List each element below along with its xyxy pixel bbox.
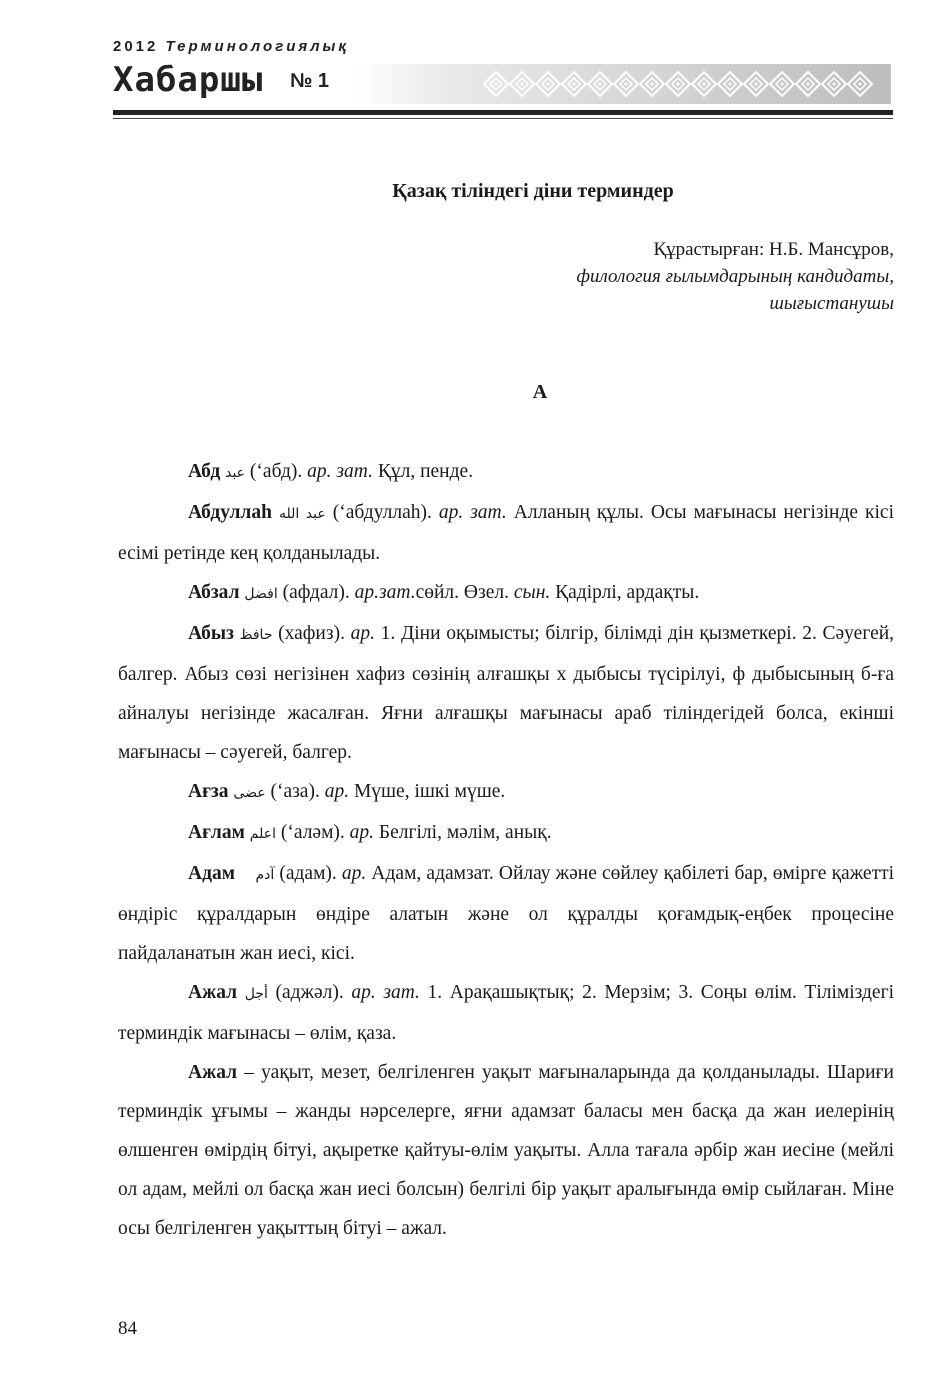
section-letter: А bbox=[532, 381, 548, 403]
header-title: Хабаршы bbox=[113, 60, 264, 100]
header-journal: Терминологиялық bbox=[165, 38, 349, 55]
entry-translit: (аджәл). bbox=[275, 982, 344, 1003]
entry-definition: 1. Діни оқымысты; білгір, білімді дін қызметкері. 2. Сәуегей, балгер. Абыз сөзі негізінен хафиз сөзінің алғашқы х дыбысы түсірілуі, ф дыбысының б-ға айналуы негізінде жасалған. Яғни алғашқы мағынасы араб тіліндегідей болса, екінші мағынасы – сәуегей, балгер. bbox=[118, 623, 895, 763]
entry-abbr: ар. bbox=[349, 822, 375, 843]
ornament-pattern bbox=[483, 68, 873, 100]
entry-definition: Алланың құлы. Осы мағынасы негізінде кісі есімі ретінде кең қолданылады. bbox=[118, 502, 895, 564]
author-name: Құрастырған: Н.Б. Мансұров, bbox=[653, 239, 894, 260]
entry-term: Абд bbox=[188, 461, 221, 482]
dictionary-entry bbox=[118, 973, 894, 1053]
dictionary-entry bbox=[118, 452, 894, 493]
entry-definition: Адам, адамзат. Ойлау және сөйлеу қабілеті бар, өмірге қажетті өндіріс құралдарын өндіре алатын және ол құралды қоғамдық-еңбек процесіне пайдаланатын жан иесі, кісі. bbox=[118, 863, 895, 964]
dictionary-entry bbox=[118, 854, 894, 973]
header-issue: № 1 bbox=[290, 70, 329, 92]
dictionary-entry bbox=[118, 573, 894, 614]
header-year-line bbox=[113, 38, 349, 55]
entry-definition: Құл, пенде. bbox=[377, 461, 474, 482]
entry-arabic: عبد bbox=[225, 465, 246, 481]
author-specialty: шығыстанушы bbox=[769, 293, 894, 314]
header-rule bbox=[113, 110, 893, 115]
entry-translit: (‘абдуллаһ). bbox=[332, 502, 432, 523]
entry-definition: сөйл. Өзел. bbox=[415, 582, 509, 603]
entry-abbr: ар. зат. bbox=[351, 982, 420, 1003]
page-number: 84 bbox=[118, 1318, 137, 1339]
entry-definition-secondary: Қадірлі, ардақты. bbox=[555, 582, 700, 603]
entry-arabic: عضى bbox=[233, 785, 266, 801]
entry-term: Абыз bbox=[188, 623, 234, 644]
entry-translit: (адам). bbox=[279, 863, 337, 884]
entry-abbr: ар. зат. bbox=[438, 502, 507, 523]
entry-translit: (‘аза). bbox=[270, 781, 320, 802]
header-rule-thin bbox=[113, 118, 893, 119]
dictionary-body bbox=[118, 452, 894, 1248]
entry-term: Адам bbox=[188, 863, 235, 884]
entry-translit: (хафиз). bbox=[278, 623, 345, 644]
header-year: 2012 bbox=[113, 38, 159, 55]
entry-term: Абзал bbox=[188, 582, 240, 603]
dictionary-entry bbox=[118, 772, 894, 813]
entry-abbr: ар. bbox=[341, 863, 367, 884]
entry-term: Абдуллаһ bbox=[188, 502, 272, 523]
entry-arabic: افضل bbox=[244, 586, 278, 602]
entry-abbr-secondary: сын. bbox=[513, 582, 551, 603]
author-block bbox=[577, 236, 894, 317]
entry-definition: 1. Арақашықтық; 2. Мерзім; 3. Соңы өлім. Тіліміздегі терминдік мағынасы – өлім, қаза. bbox=[118, 982, 894, 1044]
entry-abbr: ар. bbox=[324, 781, 350, 802]
entry-translit: (афдал). bbox=[282, 582, 350, 603]
entry-abbr: ар. зат. bbox=[307, 461, 373, 482]
entry-arabic: اعلم bbox=[249, 826, 276, 842]
author-degree: филология ғылымдарының кандидаты, bbox=[576, 266, 894, 287]
entry-term: Ағлам bbox=[188, 822, 245, 843]
entry-definition: Белгілі, мәлім, анық. bbox=[378, 822, 552, 843]
dictionary-entry bbox=[118, 813, 894, 854]
entry-definition: – уақыт, мезет, белгіленген уақыт мағыналарында да қолданылады. Шариғи терминдік ұғымы – жанды нәрселерге, яғни адамзат баласы мен басқа да жан иелерінің өлшенген өмірдің бітуі, ақыретке қайтуы-өлім уақыты. Алла тағала әрбір жан иесіне (мейлі ол адам, мейлі ол басқа жан иесі болсын) белгілі бір уақыт аралығында өмір сыйлаған. Міне осы белгіленген уақыттың бітуі – ажал. bbox=[118, 1062, 894, 1239]
dictionary-entry bbox=[118, 614, 894, 772]
entry-term: Ажал bbox=[188, 982, 238, 1003]
entry-arabic: أجل bbox=[244, 986, 268, 1002]
entry-abbr: ар. bbox=[350, 623, 375, 644]
entry-abbr: ар.зат. bbox=[354, 582, 416, 603]
entry-arabic: آدم bbox=[255, 867, 275, 883]
entry-arabic: عبد الله bbox=[278, 506, 326, 522]
article-title: Қазақ тіліндегі діни терминдер bbox=[392, 180, 674, 202]
header-ornament bbox=[355, 64, 891, 104]
entry-term: Ағза bbox=[188, 781, 229, 802]
entry-translit: (‘абд). bbox=[249, 461, 303, 482]
entry-translit: (‘аләм). bbox=[280, 822, 345, 843]
entry-arabic: حافظ bbox=[239, 627, 273, 643]
entry-definition: Мүше, ішкі мүше. bbox=[353, 781, 506, 802]
entry-term: Ажал bbox=[188, 1062, 238, 1083]
dictionary-entry bbox=[118, 1053, 894, 1248]
dictionary-entry bbox=[118, 493, 894, 573]
